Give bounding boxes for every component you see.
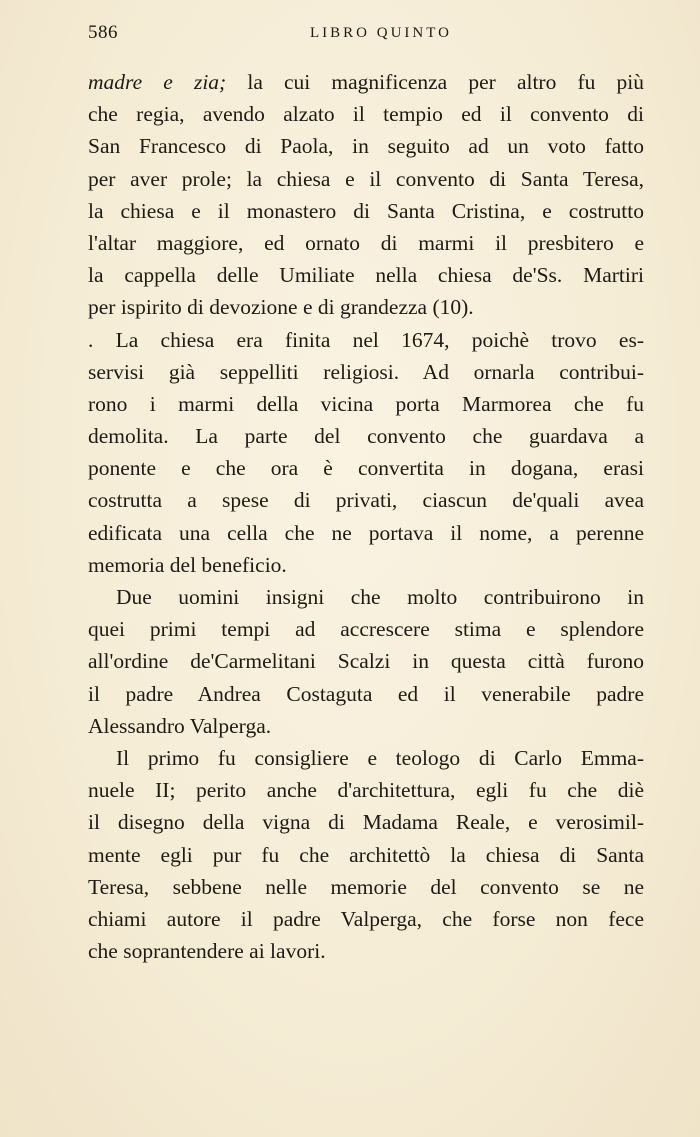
- text-line: Alessandro Valperga.: [88, 713, 272, 738]
- text-line: che soprantendere ai lavori.: [88, 939, 326, 964]
- text-line: Due uomini insigni che molto contribuirono in: [116, 585, 644, 609]
- text-line: che regia, avendo alzato il tempio ed il convento di: [88, 102, 644, 127]
- text-line: servisi già seppelliti religiosi. Ad ornarla contribui-: [88, 359, 644, 384]
- line-rest: la cui magnificenza per altro fu più: [226, 70, 645, 94]
- running-head: [88, 22, 644, 48]
- text-line: Il primo fu consigliere e teologo di Carlo Emma-: [116, 745, 644, 770]
- text-line: il disegno della vigna di Madama Reale, e verosimil-: [88, 810, 644, 835]
- text-line: chiami autore il padre Valperga, che forse non fece: [88, 906, 644, 931]
- text-line: quei primi tempi ad accrescere stima e splendore: [88, 617, 644, 642]
- text-line: l'altar maggiore, ed ornato di marmi il presbitero e: [88, 230, 644, 255]
- text-line: rono i marmi della vicina porta Marmorea che fu: [88, 391, 644, 416]
- text-line: edificata una cella che ne portava il nome, a perenne: [88, 520, 644, 545]
- text-line: Teresa, sebbene nelle memorie del convento se ne: [88, 874, 644, 899]
- text-line: nuele II; perito anche d'architettura, egli fu che diè: [88, 778, 644, 803]
- text-line: per aver prole; la chiesa e il convento di Santa Teresa,: [88, 166, 644, 191]
- text-line: memoria del beneficio.: [88, 552, 287, 577]
- text-line: ponente e che ora è convertita in dogana, erasi: [88, 456, 644, 481]
- text-line: la chiesa e il monastero di Santa Cristina, e costrutto: [88, 198, 644, 223]
- running-title: LIBRO QUINTO: [310, 25, 452, 41]
- page-number: 586: [88, 22, 118, 43]
- text-line: mente egli pur fu che architettò la chiesa di Santa: [88, 842, 644, 867]
- text-line: . La chiesa era finita nel 1674, poichè trovo es-: [88, 327, 644, 352]
- text-line: costrutta a spese di privati, ciascun de'quali avea: [88, 488, 644, 513]
- body-text: [88, 66, 644, 967]
- text-line: San Francesco di Paola, in seguito ad un voto fatto: [88, 134, 644, 159]
- text-line: [88, 66, 644, 98]
- italic-phrase: madre e zia;: [88, 70, 227, 94]
- text-line: per ispirito di devozione e di grandezza (10).: [88, 295, 474, 320]
- text-line: la cappella delle Umiliate nella chiesa de'Ss. Martiri: [88, 263, 644, 288]
- text-line: all'ordine de'Carmelitani Scalzi in questa città furono: [88, 649, 644, 674]
- text-line: demolita. La parte del convento che guardava a: [88, 424, 644, 449]
- text-line: il padre Andrea Costaguta ed il venerabile padre: [88, 681, 644, 706]
